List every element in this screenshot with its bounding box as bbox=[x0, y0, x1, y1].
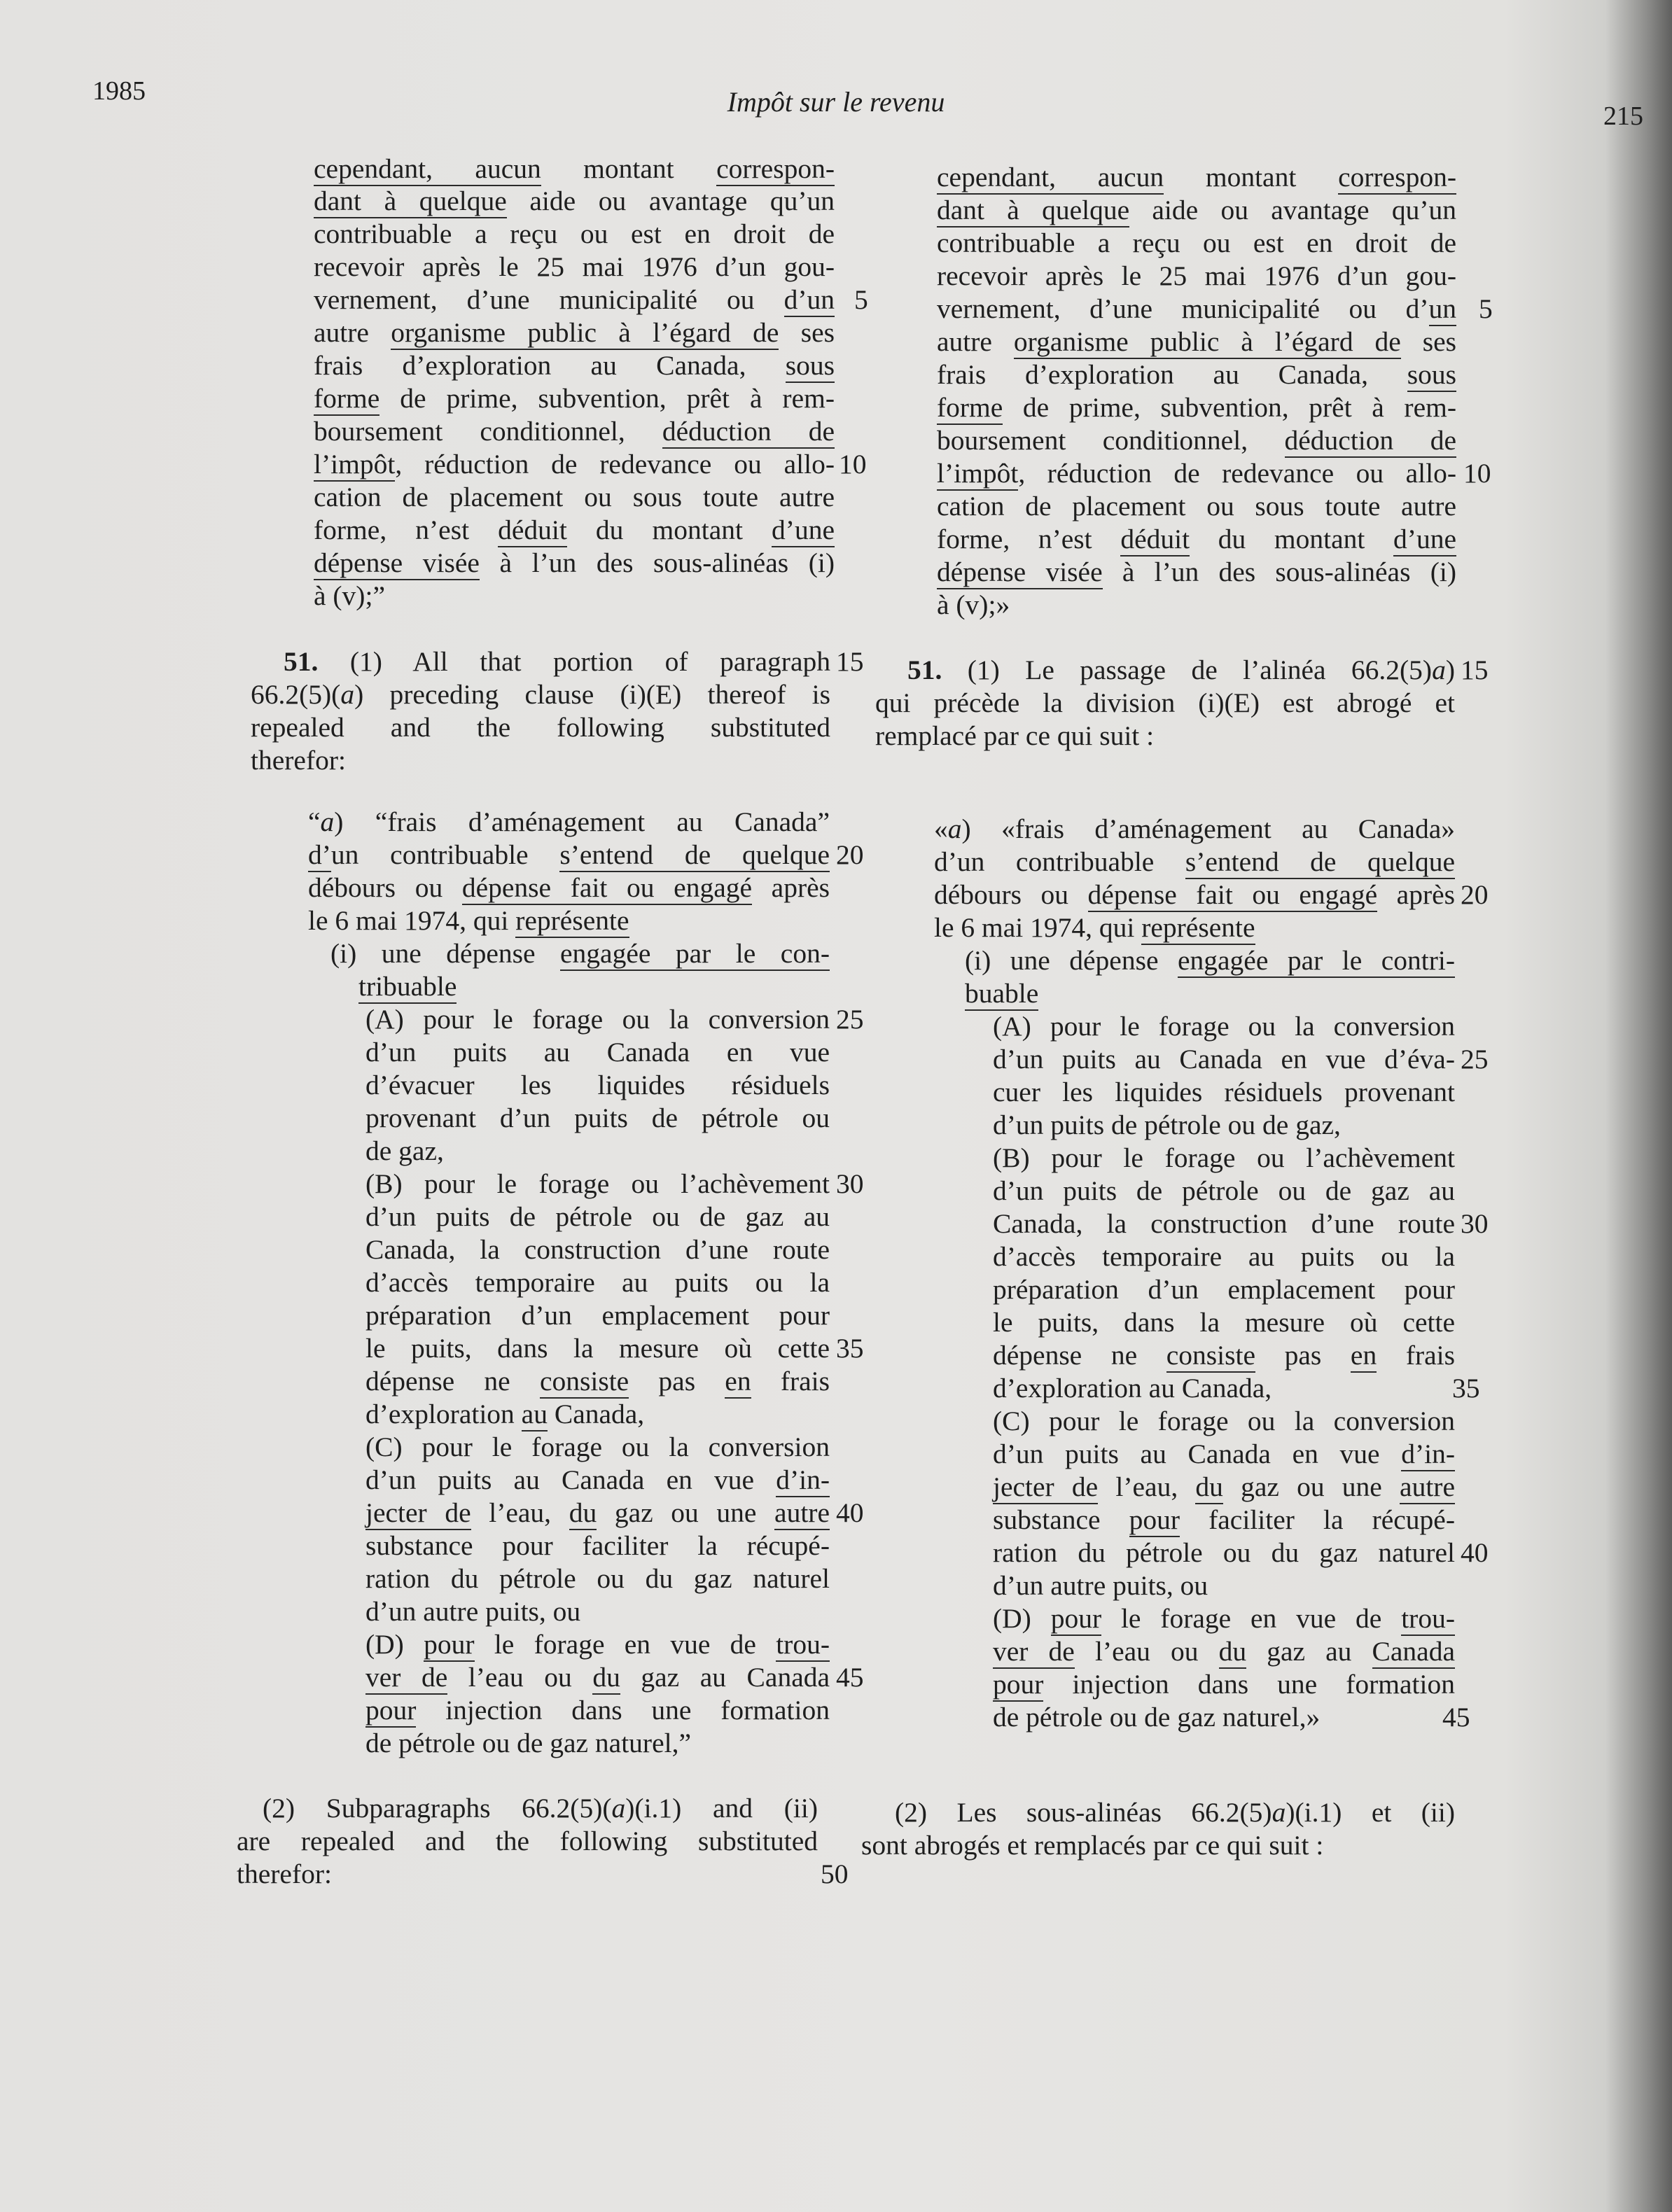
right-line: qui précède la division (i)(E) est abrogé et bbox=[875, 687, 1455, 718]
left-line-number: 15 bbox=[836, 646, 864, 677]
left-line: 51. (1) All that portion of paragraph bbox=[284, 646, 830, 677]
left-line: (2) Subparagraphs 66.2(5)(a)(i.1) and (ii) bbox=[263, 1793, 818, 1823]
left-line: frais d’exploration au Canada, sous bbox=[314, 352, 835, 380]
left-line: le puits, dans la mesure où cette bbox=[365, 1333, 830, 1364]
right-line: l’impôt, réduction de redevance ou allo- bbox=[937, 460, 1456, 488]
right-line-number: 45 bbox=[1442, 1702, 1470, 1732]
right-line: dant à quelque aide ou avantage qu’un bbox=[937, 197, 1456, 225]
left-line-number: 35 bbox=[836, 1333, 864, 1364]
right-line: à (v);» bbox=[937, 589, 1010, 620]
right-line: autre organisme public à l’égard de ses bbox=[937, 328, 1456, 356]
right-line: le puits, dans la mesure où cette bbox=[993, 1307, 1455, 1338]
left-line: (D) pour le forage en vue de trou- bbox=[365, 1631, 830, 1659]
left-line: Canada, la construction d’une route bbox=[365, 1234, 830, 1265]
right-line-number: 20 bbox=[1461, 879, 1489, 910]
right-line: d’un autre puits, ou bbox=[993, 1570, 1208, 1601]
left-line: contribuable a reçu ou est en droit de bbox=[314, 218, 835, 249]
right-line: jecter de l’eau, du gaz ou une autre bbox=[993, 1474, 1455, 1502]
left-line: “a) “frais d’aménagement au Canada” bbox=[308, 806, 830, 837]
left-line: forme, n’est déduit du montant d’une bbox=[314, 517, 835, 545]
right-line-number: 15 bbox=[1461, 654, 1489, 685]
right-line: substance pour faciliter la récupé- bbox=[993, 1506, 1455, 1534]
left-line: (A) pour le forage ou la conversion bbox=[365, 1004, 830, 1035]
left-line: are repealed and the following substituted bbox=[237, 1826, 818, 1856]
left-line-number: 10 bbox=[839, 449, 867, 479]
left-line-number: 20 bbox=[836, 839, 864, 870]
right-line: contribuable a reçu ou est en droit de bbox=[937, 227, 1456, 258]
left-line: (i) une dépense engagée par le con- bbox=[330, 940, 830, 968]
left-line: (C) pour le forage ou la conversion bbox=[365, 1432, 830, 1462]
left-line-number: 45 bbox=[836, 1662, 864, 1693]
right-line: recevoir après le 25 mai 1976 d’un gou- bbox=[937, 260, 1456, 291]
right-line: sont abrogés et remplacés par ce qui suit : bbox=[861, 1830, 1324, 1861]
left-line: autre organisme public à l’égard de ses bbox=[314, 319, 835, 347]
right-line: cuer les liquides résiduels provenant bbox=[993, 1077, 1455, 1107]
left-line: d’accès temporaire au puits ou la bbox=[365, 1267, 830, 1298]
right-line: cation de placement ou sous toute autre bbox=[937, 491, 1456, 522]
left-line: tribuable bbox=[358, 973, 457, 1001]
left-line: pour injection dans une formation bbox=[365, 1697, 830, 1725]
left-line: d’un contribuable s’entend de quelque bbox=[308, 841, 830, 869]
left-line: (B) pour le forage ou l’achèvement bbox=[365, 1168, 830, 1199]
page-number: 215 bbox=[1603, 102, 1643, 131]
left-line: dépense ne consiste pas en frais bbox=[365, 1368, 830, 1396]
left-line-number: 50 bbox=[821, 1858, 849, 1889]
left-line: substance pour faciliter la récupé- bbox=[365, 1530, 830, 1561]
left-line: dépense visée à l’un des sous-alinéas (i) bbox=[314, 550, 835, 578]
right-line: ration du pétrole ou du gaz naturel bbox=[993, 1537, 1455, 1568]
left-line: dant à quelque aide ou avantage qu’un bbox=[314, 188, 835, 216]
left-line: provenant d’un puits de pétrole ou bbox=[365, 1102, 830, 1133]
right-line-number: 25 bbox=[1461, 1044, 1489, 1074]
right-line: d’un puits au Canada en vue d’in- bbox=[993, 1441, 1455, 1469]
left-line-number: 40 bbox=[836, 1497, 864, 1528]
left-line: cation de placement ou sous toute autre bbox=[314, 482, 835, 512]
page-title: Impôt sur le revenu bbox=[727, 86, 945, 118]
left-line: d’évacuer les liquides résiduels bbox=[365, 1070, 830, 1100]
right-line: d’exploration au Canada, bbox=[993, 1373, 1272, 1404]
left-line: 66.2(5)(a) preceding clause (i)(E) thereof is bbox=[251, 679, 830, 710]
left-line: d’un puits au Canada en vue d’in- bbox=[365, 1466, 830, 1494]
left-line: ver de l’eau ou du gaz au Canada bbox=[365, 1664, 830, 1692]
left-line: cependant, aucun montant correspon- bbox=[314, 155, 835, 183]
left-line: le 6 mai 1974, qui représente bbox=[308, 907, 629, 935]
right-line-number: 5 bbox=[1479, 293, 1493, 324]
right-line: pour injection dans une formation bbox=[993, 1671, 1455, 1699]
left-line: ration du pétrole ou du gaz naturel bbox=[365, 1563, 830, 1594]
right-line: (C) pour le forage ou la conversion bbox=[993, 1406, 1455, 1436]
right-line: de pétrole ou de gaz naturel,» bbox=[993, 1702, 1321, 1732]
right-line-number: 40 bbox=[1461, 1537, 1489, 1568]
left-line-number: 30 bbox=[836, 1168, 864, 1199]
page-year: 1985 bbox=[92, 76, 146, 106]
left-line: vernement, d’une municipalité ou d’un bbox=[314, 286, 835, 314]
right-line-number: 10 bbox=[1463, 458, 1491, 489]
left-line: therefor: bbox=[237, 1858, 332, 1889]
right-line: dépense ne consiste pas en frais bbox=[993, 1342, 1455, 1370]
right-line: 51. (1) Le passage de l’alinéa 66.2(5)a) bbox=[907, 654, 1455, 685]
left-line: therefor: bbox=[251, 745, 346, 776]
right-line: dépense visée à l’un des sous-alinéas (i) bbox=[937, 559, 1456, 587]
right-line: d’accès temporaire au puits ou la bbox=[993, 1241, 1455, 1272]
right-line-number: 30 bbox=[1461, 1208, 1489, 1239]
right-line: le 6 mai 1974, qui représente bbox=[934, 914, 1255, 942]
right-line: d’un puits de pétrole ou de gaz au bbox=[993, 1175, 1455, 1206]
right-line: débours ou dépense fait ou engagé après bbox=[934, 881, 1455, 909]
right-line: vernement, d’une municipalité ou d’un bbox=[937, 295, 1456, 323]
right-line: forme, n’est déduit du montant d’une bbox=[937, 526, 1456, 554]
left-line: d’un puits de pétrole ou de gaz au bbox=[365, 1201, 830, 1232]
left-line: repealed and the following substituted bbox=[251, 712, 830, 743]
left-line: de gaz, bbox=[365, 1135, 444, 1166]
right-line: d’un contribuable s’entend de quelque bbox=[934, 848, 1455, 876]
left-line: d’un autre puits, ou bbox=[365, 1596, 581, 1627]
right-line: (D) pour le forage en vue de trou- bbox=[993, 1605, 1455, 1633]
right-line: (B) pour le forage ou l’achèvement bbox=[993, 1142, 1455, 1173]
right-line: cependant, aucun montant correspon- bbox=[937, 164, 1456, 192]
left-line: à (v);” bbox=[314, 580, 385, 611]
right-line: remplacé par ce qui suit : bbox=[875, 720, 1155, 751]
right-line: forme de prime, subvention, prêt à rem- bbox=[937, 394, 1456, 422]
right-line: boursement conditionnel, déduction de bbox=[937, 427, 1456, 455]
left-line: boursement conditionnel, déduction de bbox=[314, 418, 835, 446]
right-line: «a) «frais d’aménagement au Canada» bbox=[934, 813, 1455, 844]
right-line: (2) Les sous-alinéas 66.2(5)a)(i.1) et (ii) bbox=[895, 1797, 1455, 1828]
left-line: jecter de l’eau, du gaz ou une autre bbox=[365, 1499, 830, 1527]
left-line: forme de prime, subvention, prêt à rem- bbox=[314, 385, 835, 413]
right-line: préparation d’un emplacement pour bbox=[993, 1274, 1455, 1305]
left-line-number: 5 bbox=[854, 284, 868, 315]
left-line: débours ou dépense fait ou engagé après bbox=[308, 874, 830, 902]
left-line-number: 25 bbox=[836, 1004, 864, 1035]
left-line: l’impôt, réduction de redevance ou allo- bbox=[314, 451, 835, 479]
left-line: recevoir après le 25 mai 1976 d’un gou- bbox=[314, 251, 835, 282]
left-line: d’exploration au Canada, bbox=[365, 1401, 644, 1429]
right-line-number: 35 bbox=[1452, 1373, 1480, 1404]
right-line: frais d’exploration au Canada, sous bbox=[937, 361, 1456, 389]
right-line: buable bbox=[965, 980, 1038, 1008]
left-line: d’un puits au Canada en vue bbox=[365, 1037, 830, 1068]
right-line: (A) pour le forage ou la conversion bbox=[993, 1011, 1455, 1042]
left-line: préparation d’un emplacement pour bbox=[365, 1300, 830, 1331]
right-line: ver de l’eau ou du gaz au Canada bbox=[993, 1638, 1455, 1666]
left-line: de pétrole ou de gaz naturel,” bbox=[365, 1728, 691, 1758]
right-line: d’un puits au Canada en vue d’éva- bbox=[993, 1044, 1455, 1074]
right-line: d’un puits de pétrole ou de gaz, bbox=[993, 1110, 1341, 1140]
right-line: (i) une dépense engagée par le contri- bbox=[965, 947, 1455, 975]
right-line: Canada, la construction d’une route bbox=[993, 1208, 1455, 1239]
